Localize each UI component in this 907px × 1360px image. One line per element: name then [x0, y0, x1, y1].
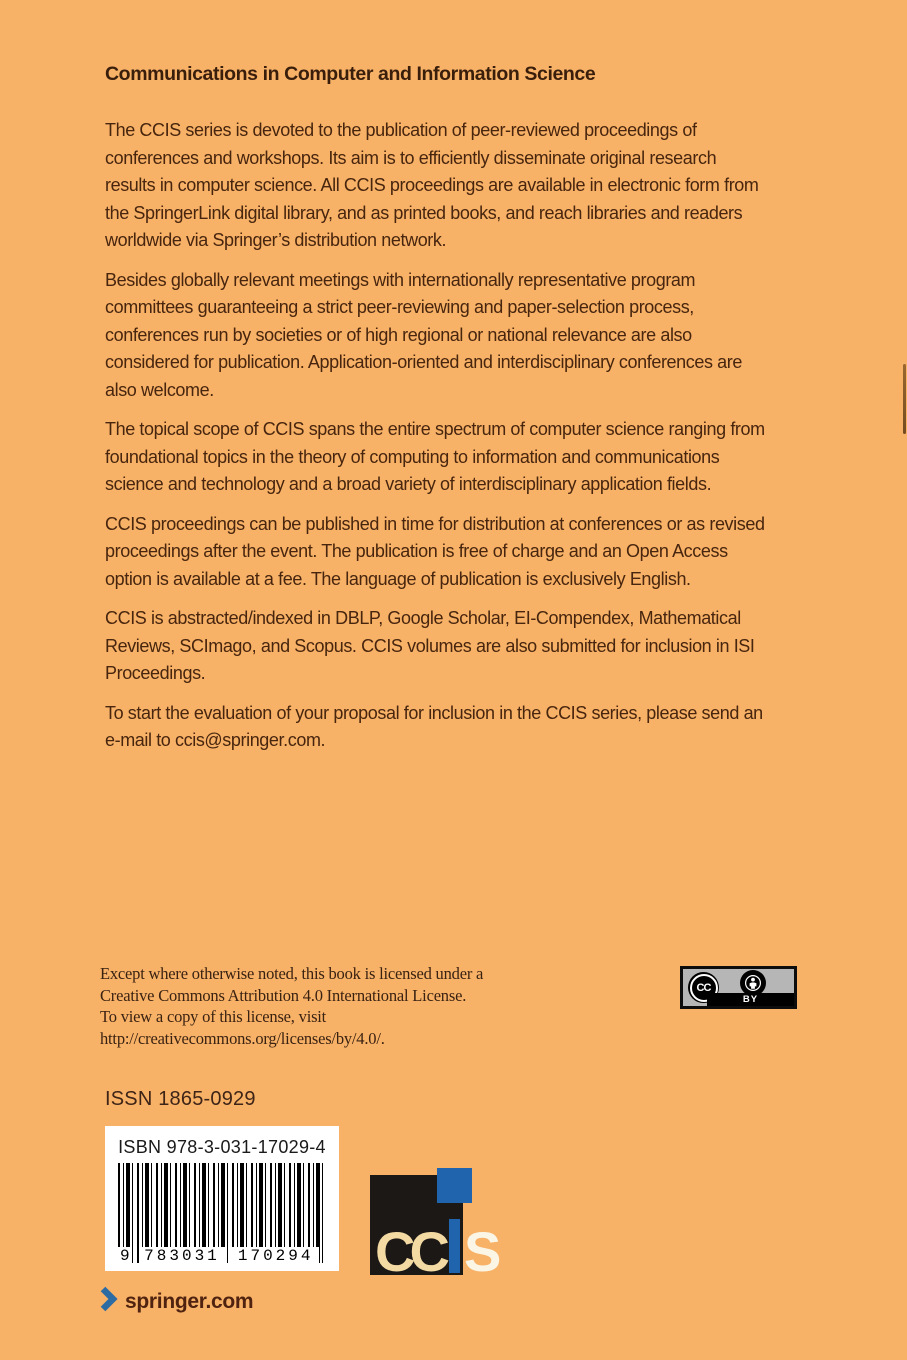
- springer-footer: [100, 1286, 253, 1317]
- ccis-logo-letter-s: S: [464, 1220, 502, 1284]
- cover-edge-mark: [903, 364, 906, 434]
- paragraph-series-intro: The CCIS series is devoted to the publication of peer-reviewed proceedings of conferences and workshops. Its aim is to efficiently disseminate original research results in computer science. All CCIS proceedings are available in electronic form from the SpringerLink digital library, and as printed books, and reach libraries and readers worldwide via Springer’s distribution network.: [105, 120, 759, 250]
- license-line: To view a copy of this license, visit: [100, 1007, 327, 1027]
- license-url: http://creativecommons.org/licenses/by/4.0/.: [100, 1029, 385, 1049]
- isbn-number: ISBN 978-3-031-17029-4: [118, 1137, 326, 1157]
- issn-number: ISSN 1865-0929: [105, 1088, 256, 1110]
- cc-logo-label: CC: [690, 974, 718, 1002]
- paragraph-proposal-contact: To start the evaluation of your proposal for inclusion in the CCIS series, please send an e-mail to ccis@springer.com.: [105, 702, 763, 750]
- ccis-logo-letters-cc: CC: [375, 1220, 444, 1284]
- paragraph-meetings: Besides globally relevant meetings with internationally representative program committees guaranteeing a strict peer-reviewing and paper-selection process, conferences run by societies or of high regional or national relevance are also considered for publication. Application-oriented and interdisciplinary conferences are also welcome.: [105, 269, 742, 400]
- license-line: Creative Commons Attribution 4.0 International License.: [100, 985, 467, 1005]
- paragraph-indexing: CCIS is abstracted/indexed in DBLP, Google Scholar, EI-Compendex, Mathematical Reviews, SCImago, and Scopus. CCIS volumes are also submitted for inclusion in ISI Proceedings.: [105, 608, 755, 683]
- series-title: Communications in Computer and Information Science: [105, 63, 596, 85]
- series-description: [105, 117, 767, 767]
- by-label: BY: [707, 993, 794, 1006]
- cc-by-badge-inner: [683, 969, 794, 1006]
- ccis-logo: [370, 1168, 502, 1284]
- springer-site-label: springer.com: [125, 1289, 254, 1313]
- barcode-digit-group: 783031: [139, 1247, 226, 1265]
- paragraph-publication-terms: CCIS proceedings can be published in time for distribution at conferences or as revised proceedings after the event. The publication is free of charge and an Open Access option is available at a fee. The language of publication is exclusively English.: [105, 513, 765, 589]
- cc-by-badge: [680, 966, 797, 1009]
- license-notice: [100, 963, 483, 1050]
- paragraph-topical-scope: The topical scope of CCIS spans the entire spectrum of computer science ranging from foundational topics in the theory of computing to information and communications science and technology and a broad variety of interdisciplinary application fields.: [105, 419, 765, 494]
- barcode-digit-group: 170294: [232, 1247, 319, 1265]
- ccis-logo-blue-square: [437, 1168, 472, 1203]
- ccis-logo-i-stem: [449, 1219, 460, 1273]
- barcode-digits: [118, 1244, 326, 1265]
- isbn-barcode-block: [105, 1126, 339, 1271]
- springer-chevron-icon: [100, 1286, 118, 1317]
- license-line: Except where otherwise noted, this book is licensed under a: [100, 964, 484, 983]
- barcode-digit-lead: 9: [120, 1247, 130, 1265]
